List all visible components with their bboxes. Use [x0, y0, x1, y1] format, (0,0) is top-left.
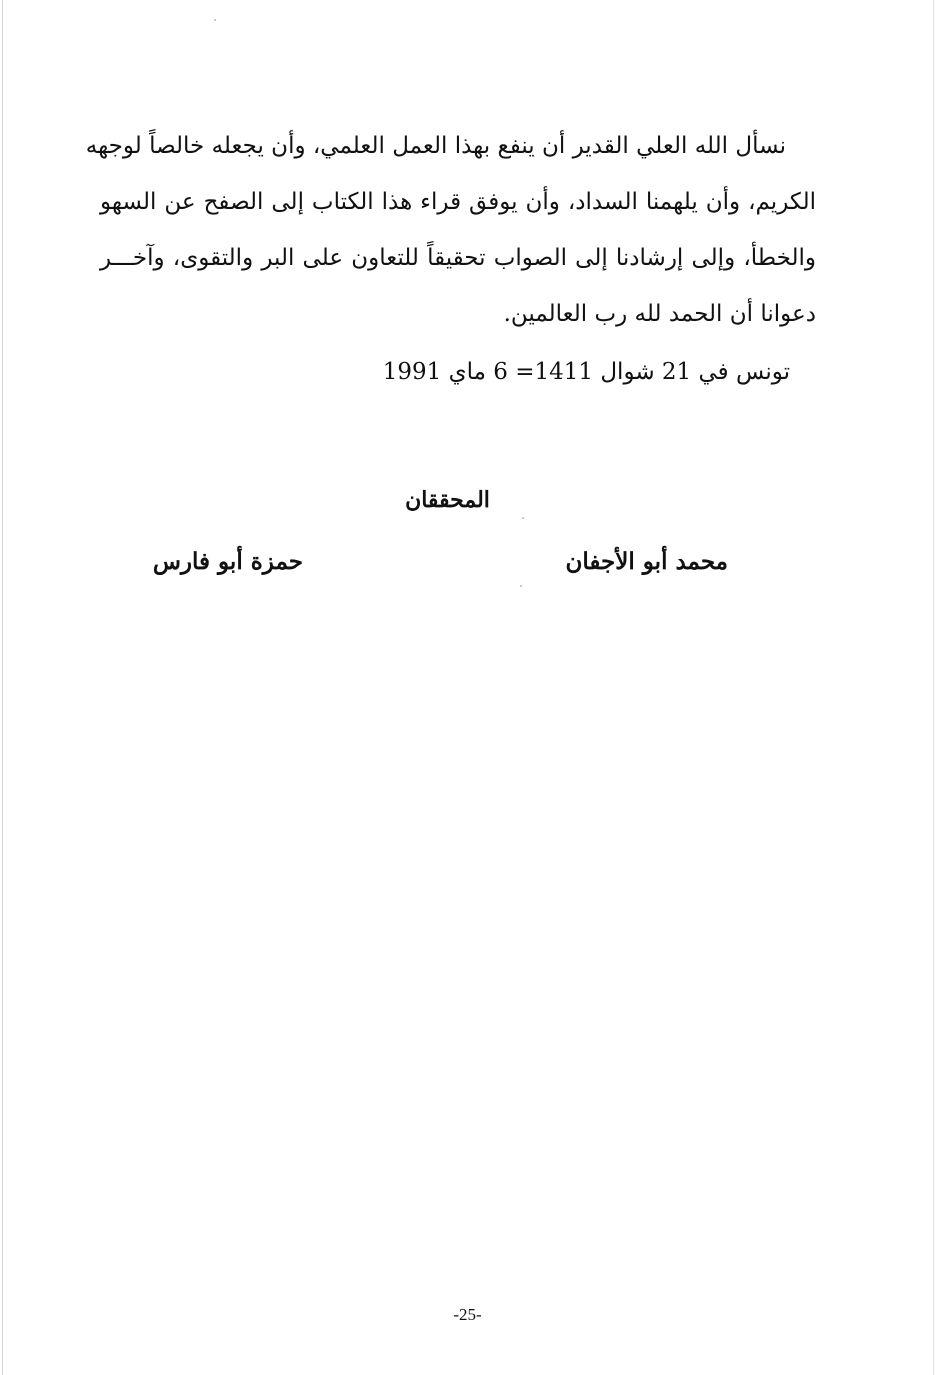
paragraph-line: نسأل الله العلي القدير أن ينفع بهذا العمل العلمي، وأن يجعله خالصاً لوجهه [85, 133, 786, 159]
editor-name-first: محمد أبو الأجفان [565, 548, 728, 575]
scan-edge-right [933, 0, 934, 1375]
editor-name-second: حمزة أبو فارس [152, 548, 303, 575]
scan-speck [214, 19, 216, 21]
scan-edge-left [2, 0, 3, 1375]
editors-heading: المحققان [405, 487, 490, 513]
scan-speck [520, 585, 522, 587]
date-line: تونس في 21 شوال 1411= 6 ماي 1991 [382, 359, 790, 385]
paragraph-line: والخطأ، وإلى إرشادنا إلى الصواب تحقيقاً للتعاون على البر والتقوى، وآخـــر [100, 245, 816, 271]
paragraph-line: دعوانا أن الحمد لله رب العالمين. [503, 301, 816, 327]
paragraph-line: الكريم، وأن يلهمنا السداد، وأن يوفق قراء هذا الكتاب إلى الصفح عن السهو [100, 189, 816, 215]
page-number: -25- [453, 1305, 482, 1324]
closing-paragraph [85, 118, 816, 342]
